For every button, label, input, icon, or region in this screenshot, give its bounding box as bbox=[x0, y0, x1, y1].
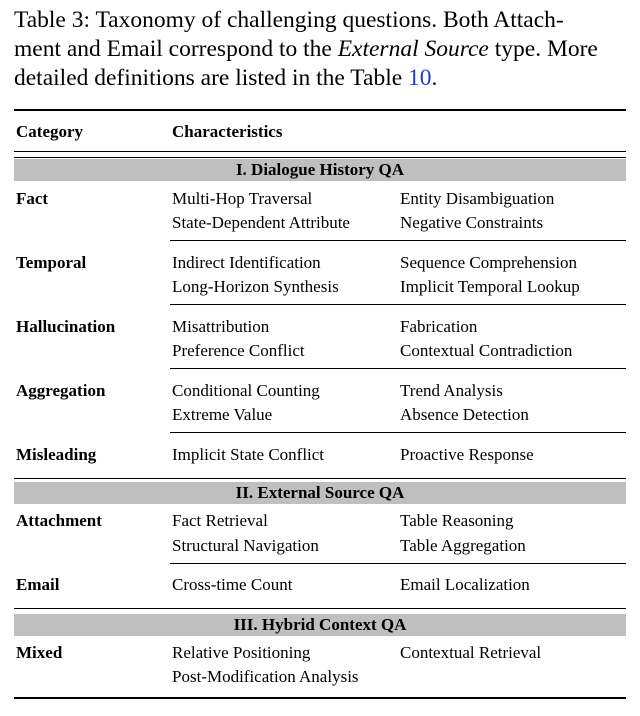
characteristic: Post-Modification Analysis bbox=[172, 667, 359, 686]
caption-line-1: Table 3: Taxonomy of challenging questions. Both Attach- bbox=[14, 7, 564, 33]
category-label: Attachment bbox=[16, 511, 102, 530]
characteristic: Multi-Hop Traversal bbox=[172, 189, 313, 208]
characteristic: Table Aggregation bbox=[400, 536, 526, 555]
section-header bbox=[14, 482, 626, 504]
section-header bbox=[14, 614, 626, 636]
category-label: Mixed bbox=[16, 643, 63, 662]
header-rule bbox=[14, 151, 626, 152]
characteristic: State-Dependent Attribute bbox=[172, 213, 350, 232]
characteristic: Conditional Counting bbox=[172, 381, 320, 400]
table-bottom-rule bbox=[14, 697, 626, 699]
section-rule bbox=[14, 157, 626, 158]
category-label: Hallucination bbox=[16, 317, 116, 336]
caption-line-3-start: detailed definitions are listed in the Table bbox=[14, 65, 409, 91]
section-header bbox=[14, 159, 626, 181]
characteristic: Trend Analysis bbox=[400, 381, 503, 400]
characteristic: Sequence Comprehension bbox=[400, 253, 578, 272]
table-top-rule bbox=[14, 109, 626, 111]
characteristic: Table Reasoning bbox=[400, 511, 514, 530]
characteristic: Structural Navigation bbox=[172, 536, 319, 555]
category-divider bbox=[170, 304, 626, 305]
caption-emphasis: External Source bbox=[337, 36, 489, 62]
characteristic: Fabrication bbox=[400, 317, 478, 336]
category-label: Misleading bbox=[16, 445, 97, 464]
section-rule bbox=[14, 608, 626, 609]
characteristic: Negative Constraints bbox=[400, 213, 544, 232]
characteristic: Contextual Contradiction bbox=[400, 341, 573, 360]
characteristic: Contextual Retrieval bbox=[400, 643, 542, 662]
header-characteristics: Characteristics bbox=[172, 122, 283, 141]
characteristic: Email Localization bbox=[400, 575, 530, 594]
characteristic: Fact Retrieval bbox=[172, 511, 268, 530]
caption-line-2-start: ment and Email correspond to the bbox=[14, 36, 338, 62]
characteristic: Indirect Identification bbox=[172, 253, 321, 272]
table-caption bbox=[14, 6, 626, 93]
header-category: Category bbox=[16, 122, 84, 141]
category-divider bbox=[170, 432, 626, 433]
caption-line-3-end: . bbox=[431, 65, 438, 91]
characteristic: Implicit Temporal Lookup bbox=[400, 277, 580, 296]
section-title: I. Dialogue History QA bbox=[235, 160, 405, 179]
category-label: Temporal bbox=[16, 253, 87, 272]
category-divider bbox=[170, 240, 626, 241]
category-divider bbox=[170, 563, 626, 564]
characteristic: Misattribution bbox=[172, 317, 270, 336]
characteristic: Cross-time Count bbox=[172, 575, 293, 594]
category-label: Aggregation bbox=[16, 381, 106, 400]
table-reference-link[interactable]: 10 bbox=[408, 65, 432, 91]
category-label: Email bbox=[16, 575, 60, 594]
section-title: III. Hybrid Context QA bbox=[233, 615, 407, 634]
section-rule bbox=[14, 478, 626, 479]
caption-line-2-end: type. More bbox=[488, 36, 598, 62]
characteristic: Entity Disambiguation bbox=[400, 189, 555, 208]
characteristic: Implicit State Conflict bbox=[172, 445, 325, 464]
category-divider bbox=[170, 368, 626, 369]
characteristic: Relative Positioning bbox=[172, 643, 311, 662]
characteristic: Long-Horizon Synthesis bbox=[172, 277, 339, 296]
category-label: Fact bbox=[16, 189, 49, 208]
characteristic: Preference Conflict bbox=[172, 341, 305, 360]
characteristic: Proactive Response bbox=[400, 445, 534, 464]
section-title: II. External Source QA bbox=[235, 483, 405, 502]
characteristic: Absence Detection bbox=[400, 405, 529, 424]
characteristic: Extreme Value bbox=[172, 405, 273, 424]
